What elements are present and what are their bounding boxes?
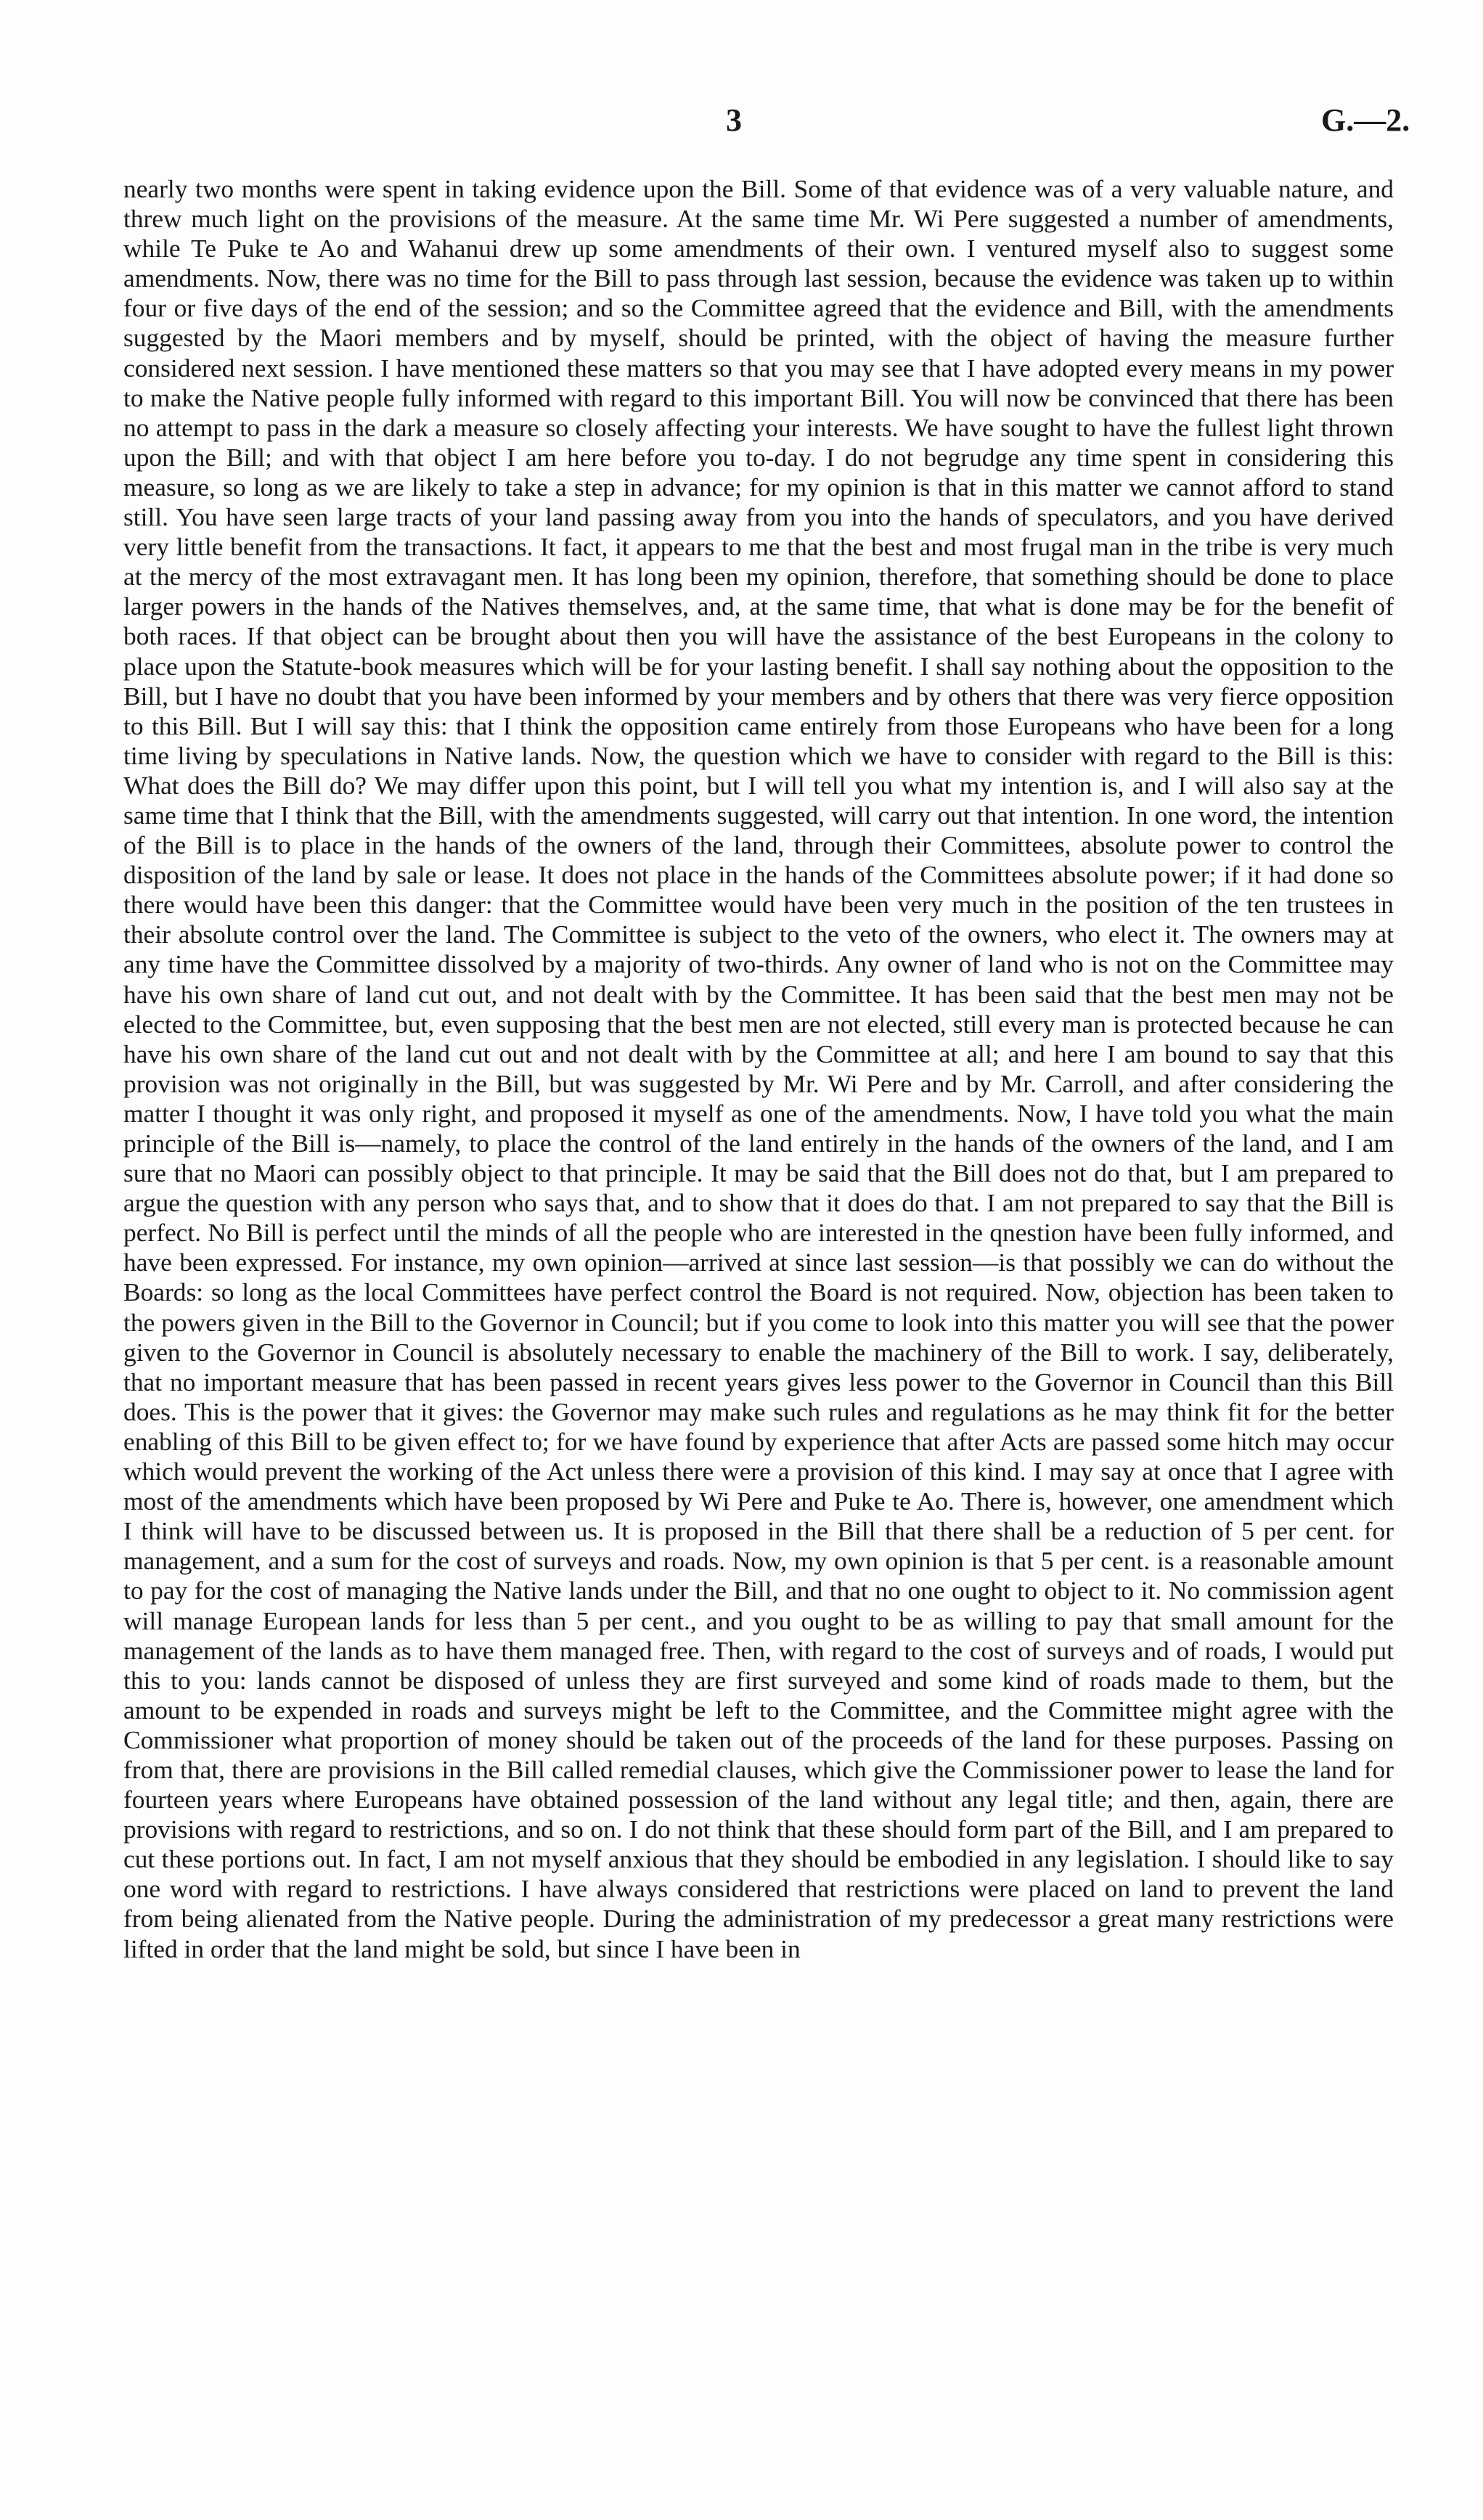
page-number: 3 bbox=[726, 102, 742, 138]
paper-reference: G.—2. bbox=[1321, 102, 1410, 138]
body-paragraph: nearly two months were spent in taking evidence upon the Bill. Some of that evidence was of a very valuable nature, and threw much light on the provisions of the measure. At the same time Mr. Wi Pere suggested a number of amendments, while Te Puke te Ao and Wahanui drew up some amendments of their own. I ventured myself also to suggest some amendments. Now, there was no time for the Bill to pass through last session, because the evidence was taken up to within four or five days of the end of the session; and so the Committee agreed that the evidence and Bill, with the amendments suggested by the Maori members and by myself, should be printed, with the object of having the measure further considered next session. I have mentioned these matters so that you may see that I have adopted every means in my power to make the Native people fully informed with regard to this important Bill. You will now be convinced that there has been no attempt to pass in the dark a measure so closely affecting your interests. We have sought to have the fullest light thrown upon the Bill; and with that object I am here before you to-day. I do not begrudge any time spent in considering this measure, so long as we are likely to take a step in advance; for my opinion is that in this matter we cannot afford to stand still. You have seen large tracts of your land passing away from you into the hands of speculators, and you have derived very little benefit from the transactions. It fact, it appears to me that the best and most frugal man in the tribe is very much at the mercy of the most extravagant men. It has long been my opinion, therefore, that something should be done to place larger powers in the hands of the Natives themselves, and, at the same time, that what is done may be for the benefit of both races. If that object can be brought about then you will have the assistance of the best Europeans in the colony to place upon the Statute-book measures which will be for your lasting benefit. I shall say nothing about the opposition to the Bill, but I have no doubt that you have been informed by your members and by others that there was very fierce opposition to this Bill. But I will say this: that I think the opposition came entirely from those Europeans who have been for a long time living by speculations in Native lands. Now, the question which we have to consider with regard to the Bill is this: What does the Bill do? We may differ upon this point, but I will tell you what my intention is, and I will also say at the same time that I think that the Bill, with the amendments suggested, will carry out that intention. In one word, the intention of the Bill is to place in the hands of the owners of the land, through their Committees, absolute power to control the disposition of the land by sale or lease. It does not place in the hands of the Committees absolute power; if it had done so there would have been this danger: that the Committee would have been very much in the position of the ten trustees in their absolute control over the land. The Committee is subject to the veto of the owners, who elect it. The owners may at any time have the Committee dissolved by a majority of two-thirds. Any owner of land who is not on the Committee may have his own share of land cut out, and not dealt with by the Committee. It has been said that the best men may not be elected to the Committee, but, even supposing that the best men are not elected, still every man is protected because he can have his own share of the land cut out and not dealt with by the Committee at all; and here I am bound to say that this provision was not originally in the Bill, but was suggested by Mr. Wi Pere and by Mr. Carroll, and after considering the matter I thought it was only right, and proposed it myself as one of the amendments. Now, I have told you what the main principle of the Bill is—namely, to place the control of the land entirely in the hands of the owners of the land, and I am sure that no Maori can possibly object to that principle. It may be said that the Bill does not do that, but I am prepared to argue the question with any person who says that, and to show that it does do that. I am not prepared to say that the Bill is perfect. No Bill is perfect until the minds of all the people who are interested in the qnestion have been fully informed, and have been expressed. For instance, my own opinion—arrived at since last session—is that possibly we can do without the Boards: so long as the local Committees have perfect control the Board is not required. Now, objection has been taken to the powers given in the Bill to the Governor in Council; but if you come to look into this matter you will see that the power given to the Governor in Council is absolutely necessary to enable the machinery of the Bill to work. I say, deliberately, that no important measure that has been passed in recent years gives less power to the Governor in Council than this Bill does. This is the power that it gives: the Governor may make such rules and regulations as he may think fit for the better enabling of this Bill to be given effect to; for we have found by experience that after Acts are passed some hitch may occur which would prevent the working of the Act unless there were a provision of this kind. I may say at once that I agree with most of the amendments which have been proposed by Wi Pere and Puke te Ao. There is, however, one amendment which I think will have to be discussed between us. It is proposed in the Bill that there shall be a reduction of 5 per cent. for management, and a sum for the cost of surveys and roads. Now, my own opinion is that 5 per cent. is a reasonable amount to pay for the cost of managing the Native lands under the Bill, and that no one ought to object to it. No commission agent will manage European lands for less than 5 per cent., and you ought to be as willing to pay that small amount for the management of the lands as to have them managed free. Then, with regard to the cost of surveys and of roads, I would put this to you: lands cannot be disposed of unless they are first surveyed and some kind of roads made to them, but the amount to be expended in roads and surveys might be left to the Committee, and the Committee might agree with the Commissioner what proportion of money should be taken out of the proceeds of the land for these purposes. Passing on from that, there are provisions in the Bill called remedial clauses, which give the Commissioner power to lease the land for fourteen years where Europeans have obtained possession of the land without any legal title; and then, again, there are provisions with regard to restrictions, and so on. I do not think that these should form part of the Bill, and I am prepared to cut these portions out. In fact, I am not myself anxious that they should be embodied in any legislation. I should like to say one word with regard to restrictions. I have always considered that restrictions were placed on land to prevent the land from being alienated from the Native people. During the administration of my predecessor a great many restrictions were lifted in order that the land might be sold, but since I have been in bbox=[123, 174, 1394, 1963]
